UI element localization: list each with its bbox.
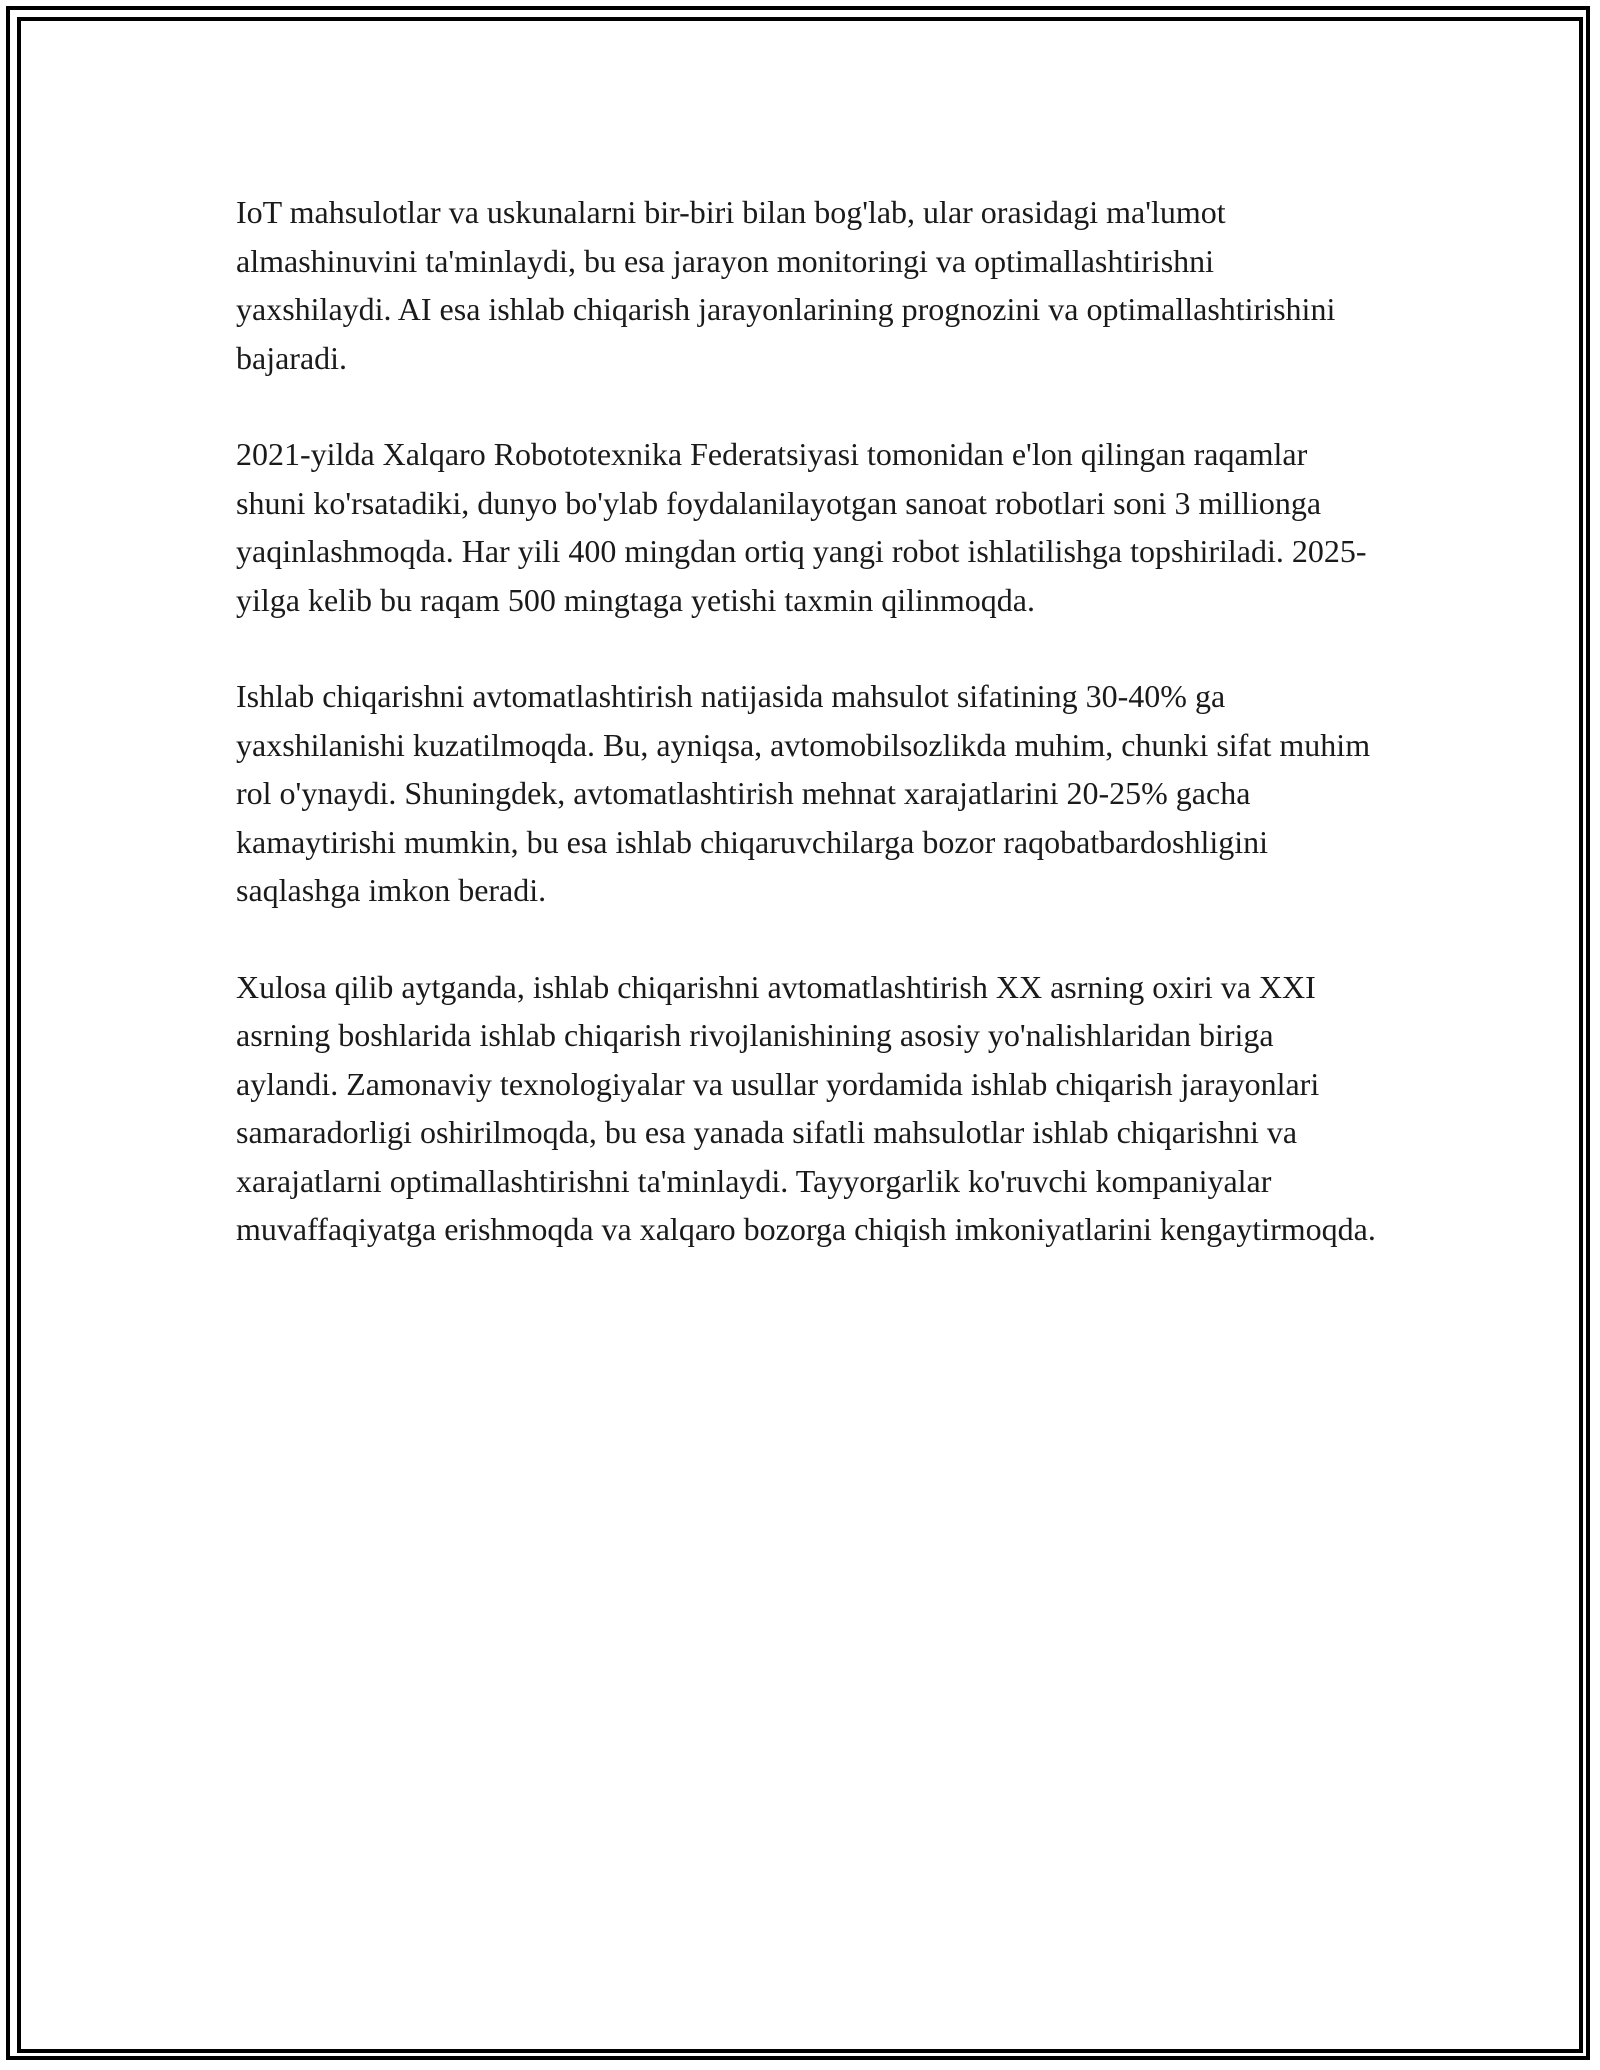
paragraph-quality-costs: Ishlab chiqarishni avtomatlashtirish natijasida mahsulot sifatining 30-40% ga yaxshilanishi kuzatilmoqda. Bu, ayniqsa, avtomobilsozlikda muhim, chunki sifat muhim rol o'ynaydi. Shuningdek, avtomatlashtirish mehnat xarajatlarini 20-25% gacha kamaytirishi mumkin, bu esa ishlab chiqaruvchilarga bozor raqobatbardoshligini saqlashga imkon beradi. (236, 678, 1371, 908)
paragraph-iot-ai: IoT mahsulotlar va uskunalarni bir-biri bilan bog'lab, ular orasidagi ma'lumot almashinuvini ta'minlaydi, bu esa jarayon monitoringi va optimallashtirishni yaxshilaydi. AI esa ishlab chiqarish jarayonlarining prognozini va optimallashtirishini bajaradi. (236, 194, 1336, 376)
document-body (236, 188, 1376, 1302)
paragraph-robotics-statistics: 2021-yilda Xalqaro Robototexnika Federatsiyasi tomonidan e'lon qilingan raqamlar shuni ko'rsatadiki, dunyo bo'ylab foydalanilayotgan sanoat robotlari soni 3 millionga yaqinlashmoqda. Har yili 400 mingdan ortiq yangi robot ishlatilishga topshiriladi. 2025-yilga kelib bu raqam 500 mingtaga yetishi taxmin qilinmoqda. (236, 436, 1367, 618)
paragraph-conclusion: Xulosa qilib aytganda, ishlab chiqarishni avtomatlashtirish XX asrning oxiri va XXI asrning boshlarida ishlab chiqarish rivojlanishining asosiy yo'nalishlaridan biriga aylandi. Zamonaviy texnologiyalar va usullar yordamida ishlab chiqarish jarayonlari samaradorligi oshirilmoqda, bu esa yanada sifatli mahsulotlar ishlab chiqarishni va xarajatlarni optimallashtirishni ta'minlaydi. Tayyorgarlik ko'ruvchi kompaniyalar muvaffaqiyatga erishmoqda va xalqaro bozorga chiqish imkoniyatlarini kengaytirmoqda. (236, 968, 1376, 1247)
